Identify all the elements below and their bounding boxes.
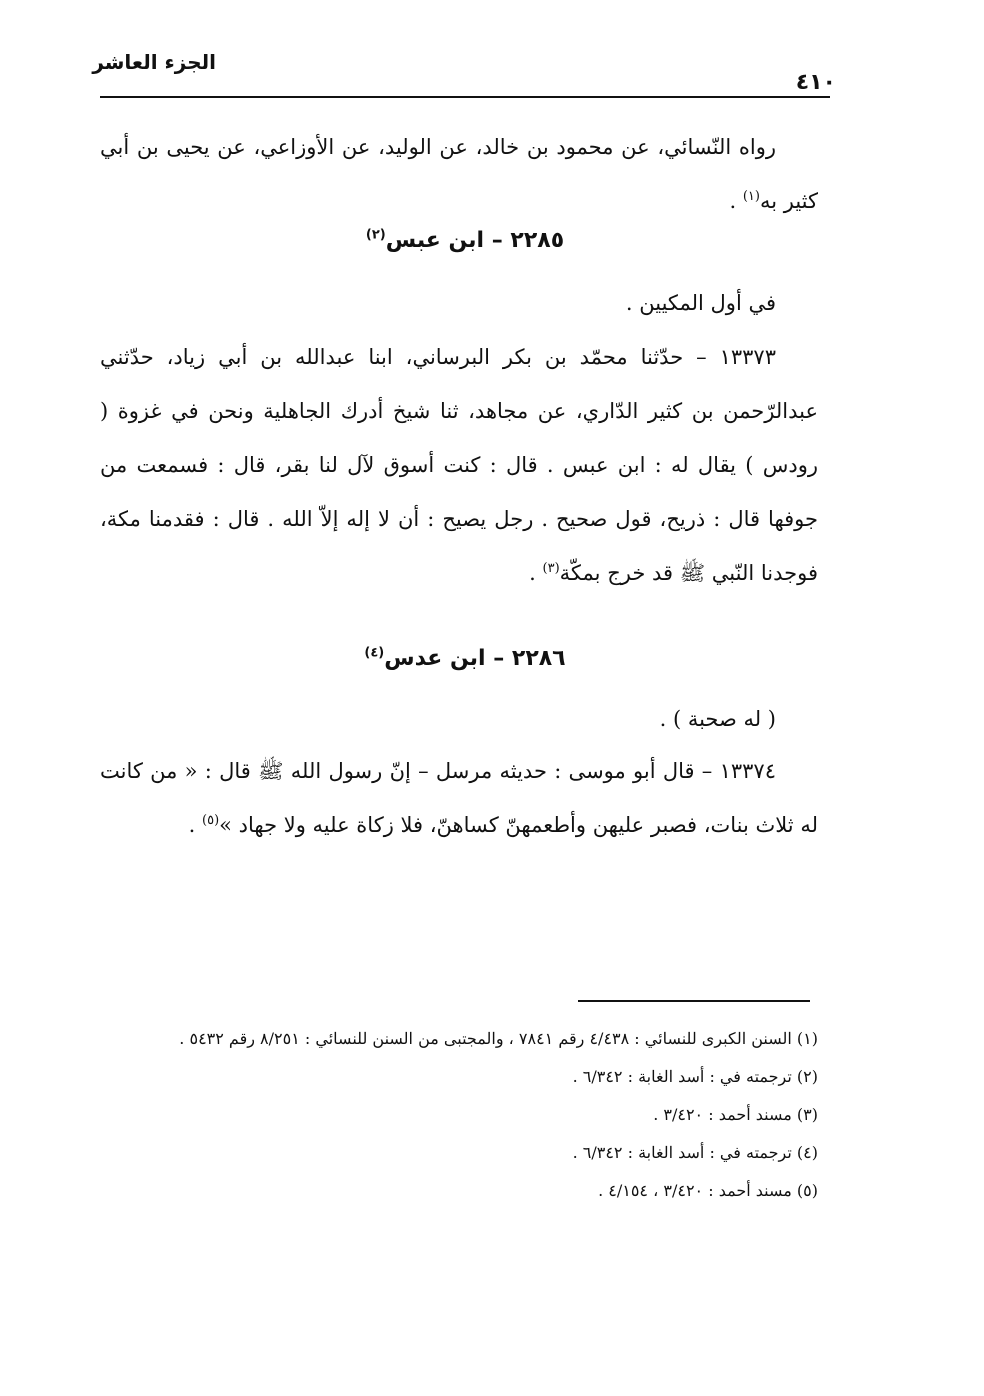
paragraph-4-text: ( له صحبة ) . xyxy=(659,707,776,731)
footnote-5: (٥) مسند أحمد : ٣/٤٢٠ ، ٤/١٥٤ . xyxy=(598,1181,818,1200)
footnote-ref-4[interactable]: (٤) xyxy=(364,645,385,661)
entry-heading-2285-text: ٢٢٨٥ – ابن عبس xyxy=(385,228,565,253)
hadith-13373 xyxy=(100,330,818,600)
paragraph-4 xyxy=(100,692,818,746)
entry-heading-2286-text: ٢٢٨٦ – ابن عدس xyxy=(384,646,566,671)
footnote-separator xyxy=(578,1000,810,1002)
paragraph-2-text: في أول المكيين . xyxy=(625,291,776,315)
paragraph-1-end: . xyxy=(729,189,743,213)
hadith-13374-text: ١٣٣٧٤ – قال أبو موسى : حديثه مرسل – إنّ رسول الله ﷺ قال : « من كانت له ثلاث بنات، فصبر عليهن وأطعمهنّ كساهنّ، فلا زكاة عليه ولا جهاد » xyxy=(100,759,818,837)
footnote-ref-1[interactable]: (١) xyxy=(742,189,760,204)
footnote-ref-2[interactable]: (٢) xyxy=(365,227,386,243)
paragraph-2 xyxy=(100,276,818,330)
running-title: الجزء العاشر xyxy=(92,50,216,74)
footnote-1: (١) السنن الكبرى للنسائي : ٤/٤٣٨ رقم ٧٨٤١ ، والمجتبى من السنن للنسائي : ٨/٢٥١ رقم ٥٤٣٢ . xyxy=(179,1029,818,1048)
footnote-ref-5[interactable]: (٥) xyxy=(202,813,220,828)
entry-heading-2285 xyxy=(200,228,730,253)
page-number: ٤١٠ xyxy=(795,70,836,95)
footnote-2: (٢) ترجمته في : أسد الغابة : ٦/٣٤٢ . xyxy=(572,1067,818,1086)
footnote-ref-3[interactable]: (٣) xyxy=(542,561,560,576)
hadith-13374-end: . xyxy=(188,813,202,837)
paragraph-1-text: رواه النّسائي، عن محمود بن خالد، عن الوليد، عن الأوزاعي، عن يحيى بن أبي كثير به xyxy=(100,135,818,213)
footnote-4: (٤) ترجمته في : أسد الغابة : ٦/٣٤٢ . xyxy=(572,1143,818,1162)
hadith-13373-end: . xyxy=(529,561,543,585)
header-rule xyxy=(100,96,830,98)
entry-heading-2286 xyxy=(200,646,730,671)
hadith-13374 xyxy=(100,744,818,852)
hadith-13373-text: ١٣٣٧٣ – حدّثنا محمّد بن بكر البرساني، ابنا عبدالله بن أبي زياد، حدّثني عبدالرّحمن بن كثير الدّاري، عن مجاهد، ثنا شيخ أدرك الجاهلية ونحن في غزوة ( رودس ) يقال له : ابن عبس . قال : كنت أسوق لآل لنا بقر، قال : فسمعت من جوفها قال : ذريح، قول صحيح . رجل يصيح : أن لا إله إلاّ الله . قال : فقدمنا مكة، فوجدنا النّبي ﷺ قد خرج بمكّة xyxy=(100,345,818,585)
paragraph-1 xyxy=(100,120,818,228)
footnotes-section xyxy=(100,1020,818,1210)
footnote-3: (٣) مسند أحمد : ٣/٤٢٠ . xyxy=(653,1105,818,1124)
